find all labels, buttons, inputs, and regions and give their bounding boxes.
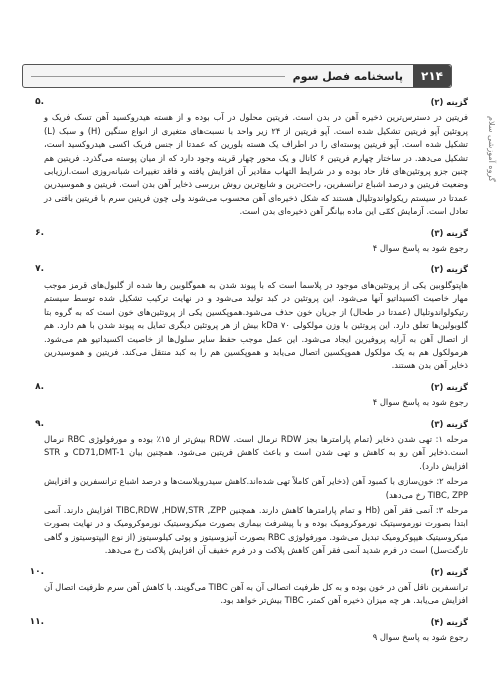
answer-body [44, 418, 468, 560]
explanation-paragraph: هاپتوگلوبین یکی از پروتئین‌های موجود در پلاسما است که با پیوند شدن به هموگلوبین رها شده از گلبول‌های قرمز موجب مهار خاصیت اکسیداتیو آنها می‌شود. این پروتئین در کبد تولید می‌شود و در نهایت ترکیب تشکیل شده توسط سیستم رتیکولواندوتلیال (عمدتا در طحال) از جریان خون حذف می‌شود.هموپکسین یکی از پروتئین‌های خون است که به گروه بتا گلوبولین‌ها تعلق دارد. این پروتئین با وزن مولکولی kDa ۷۰ بیش از هر پروتئین دیگری تمایل به پیوند شدن با هم دارد. هم از اتصال آهن به آرایه پروفیرین ایجاد می‌شود. این عمل موجب حفظ سایر سلول‌ها از خاصیت اکسیداتیو هم می‌شود. هرمولکول هم به یک مولکول هموپکسین اتصال می‌یابد و هموپکسین هم را به کبد منتقل می‌کند. فریتین و همو‌سیدرین ذخایر آهن بدن هستند. [44, 279, 468, 371]
explanation-paragraph: ترانسفرین ناقل آهن در خون بوده و به کل ظرفیت اتصالی آن به آهن TIBC می‌گویند. با کاهش آهن سرم ظرفیت اتصال آن افزایش می‌یابد. هر چه میزان ذخیره آهن کمتر، TIBC بیش‌تر خواهد بود. [44, 582, 468, 606]
question-number: .۱۰ [29, 566, 44, 577]
correct-option: گزینه (۳) [430, 418, 468, 429]
item-spacer [22, 647, 468, 653]
question-number: .۵ [35, 97, 44, 107]
question-number: .۷ [35, 264, 44, 275]
chapter-title: پاسخنامه فصل سوم [292, 69, 404, 83]
question-number: .۹ [35, 418, 44, 429]
explanation-paragraph: مرحله ۳: آنمی فقر آهن (Hb و تمام پارامترها کاهش دارند. همچنین TIBC,RDW ,HDW,STR ,ZPP افزایش دارند. آنمی ابتدا بصورت نورموسیتیک نورموکرومیک بوده و با پیشرفت بیماری بصورت میکروسیتیک نورموکرومیک و در نهایت بصورت میکروسیتیک هیپوکرومیک تبدیل می‌شود. مورفولوژی RBC بصورت آنیزوسیتوز و پوئی کیلوسیتوز (از نوع الیپتوسیتوز و گاهی تارگت‌سل) است در فرم شدید آنمی فقر آهن کاهش پلاکت و در فرم خفیف آن افزایش پلاکت رخ می‌دهد. [44, 504, 469, 556]
answer-item [22, 566, 468, 610]
explanation-paragraph: مرحله ۱: تهی شدن ذخایر (تمام پارامترها بجز RDW نرمال است. RDW بیش‌تر از ۱۵٪ بوده و مورفولوژی RBC نرمال است.ذخایر آهن رو به کاهش و تهی شدن است و باعث کاهش فریتین می‌شود. همچنین بیان CD71,DMT-1 و STR افزایش دارد). [44, 433, 468, 471]
correct-option: گزینه (۲) [430, 264, 468, 275]
answer-item [22, 381, 468, 412]
question-number: .۸ [35, 381, 44, 392]
answer-item [22, 418, 468, 560]
answer-item [22, 96, 468, 221]
answer-body [44, 96, 468, 221]
correct-option: گزینه (۲) [430, 566, 468, 577]
question-number: .۱۱ [29, 616, 44, 627]
answer-body [44, 263, 468, 374]
explanation-paragraph: مرحله ۲: خون‌سازی با کمبود آهن (ذخایر آهن کاملاً تهی شده‌اند.کاهش سیدروبلاست‌ها و درصد اشباع ترانسفرین و افزایش TIBC, ZPP رخ می‌دهد) [44, 476, 468, 500]
side-brand-text: گروه آموزشی سلام [487, 116, 496, 182]
explanation-paragraph: رجوع شود به پاسخ سوال ۹ [372, 632, 468, 643]
answer-item [22, 263, 468, 374]
answer-list [22, 96, 468, 653]
page-header [22, 64, 452, 88]
answer-item [22, 616, 468, 647]
header-divider [31, 76, 285, 77]
explanation-paragraph: فریتین در دسترس‌ترین ذخیره آهن در بدن است. فریتین محلول در آب بوده و از هسته هیدروکسید آهن تسک فریک و پروتئین آپو فریتین تشکیل شده است. آپو فریتین از ۲۴ زیر واحد با نسبت‌های متغیری از انواع سنگین (H) و سبک (L) تشکیل شده است. آپو فریتین پوسته‌ای را در اطراف یک هسته بلورین که عمدتا از جنس فریک اکسی هیدروکسید است، تشکیل می‌دهد. در ساختار چهارم فریتین ۶ کانال و یک محور چهار قرینه وجود دارد که از میان پوسته می‌گذرد. فریتین هم چنین جزو پروتئین‌های فاز حاد بوده و در شرایط التهاب مقادیر آن افزایش یافته و فاقد تغییرات شبانه‌روزی است.ارزیابی وضعیت فریتین و درصد اشباع ترانسفرین، راحت‌ترین و شایع‌ترین روش بررسی ذخایر آهن بدن است. فریتین و هموسیدرین عمدتا در سیستم ریکولواندوتلیال هستند که شکل ذخیره‌ای آهن محسوب می‌شوند ولی چون فریتین سرم با فریتین بافتی در تعادل است. آزمایش کمّی این ماده بیانگر آهن ذخیره‌ای بدن است. [44, 112, 469, 217]
page-number: ۲۱۴ [413, 65, 451, 87]
question-number: .۶ [35, 227, 44, 238]
answer-body [44, 566, 468, 610]
correct-option: گزینه (۲) [430, 381, 468, 392]
explanation-paragraph: رجوع شود به پاسخ سوال ۴ [372, 397, 468, 408]
explanation-paragraph: رجوع شود به پاسخ سوال ۴ [372, 243, 468, 254]
answer-item [22, 227, 468, 258]
answer-body [44, 381, 468, 412]
answer-body [44, 616, 468, 647]
answer-body [44, 227, 468, 258]
correct-option: گزینه (۴) [430, 616, 468, 627]
correct-option: گزینه (۲) [430, 97, 468, 107]
correct-option: گزینه (۳) [430, 227, 468, 238]
